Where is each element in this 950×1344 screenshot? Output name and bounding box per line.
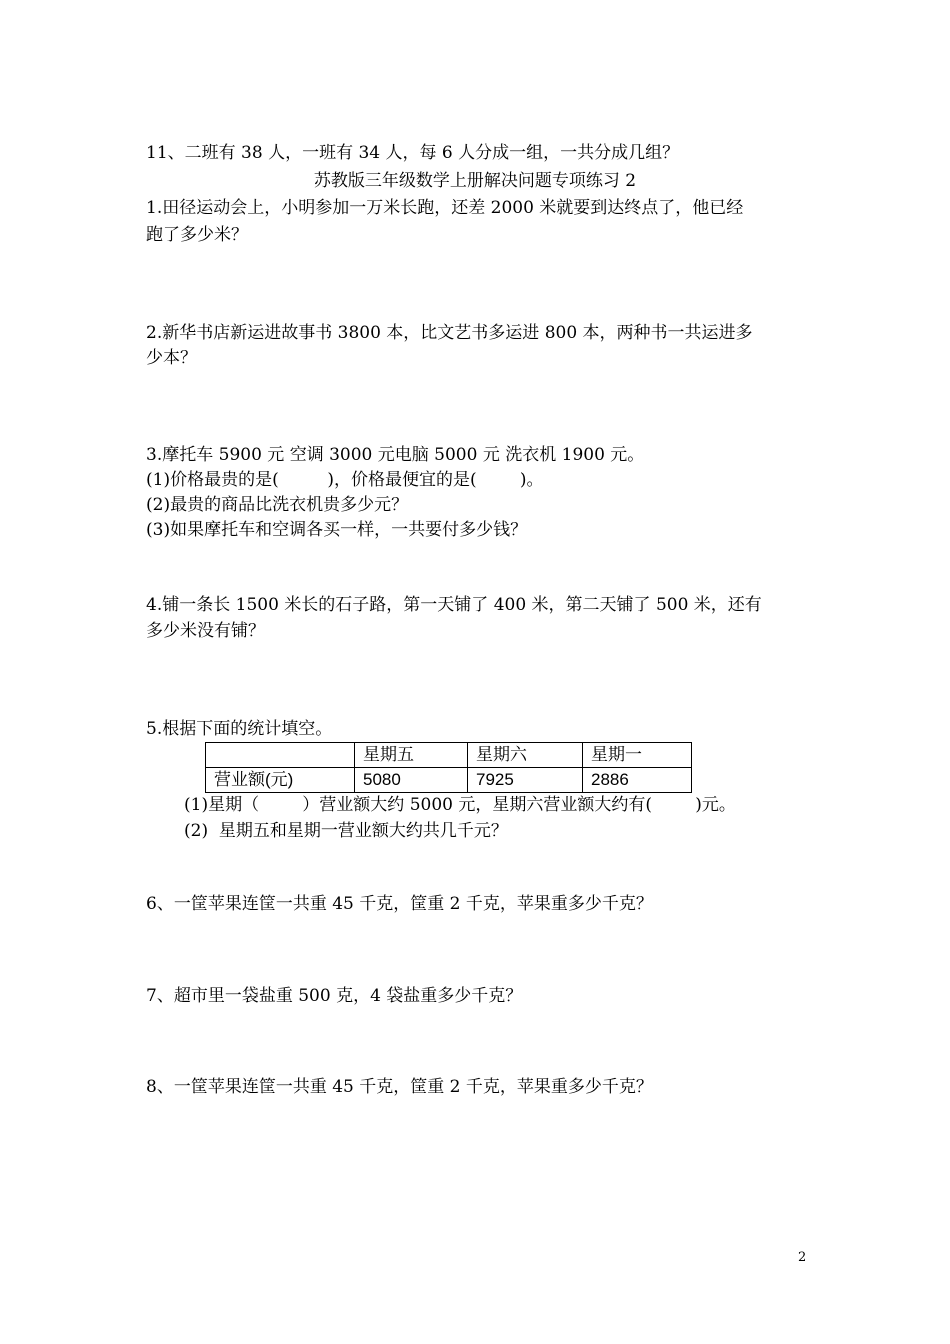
question-4-line-1: 4.铺一条长 1500 米长的石子路，第一天铺了 400 米，第二天铺了 500 米，还有: [146, 595, 762, 615]
question-5-sub-2: (2) 星期五和星期一营业额大约共几千元？: [184, 821, 508, 841]
table-cell: 2886: [583, 768, 692, 793]
sales-table: [205, 742, 692, 793]
table-header-row: [206, 743, 692, 768]
question-2-line-2: 少本？: [146, 348, 197, 368]
question-3-line-1: 3.摩托车 5900 元 空调 3000 元电脑 5000 元 洗衣机 1900 元。: [146, 445, 645, 465]
question-3-sub-2: (2)最贵的商品比洗衣机贵多少元？: [146, 495, 409, 515]
table-cell: 营业额(元): [206, 768, 355, 793]
question-4-line-2: 多少米没有铺？: [146, 621, 265, 641]
table-cell: 星期一: [583, 743, 692, 768]
question-8: 8、一筐苹果连筐一共重 45 千克，筐重 2 千克，苹果重多少千克？: [146, 1077, 653, 1097]
table-cell: 星期六: [468, 743, 583, 768]
question-5-sub-1: (1)星期（ ）营业额大约 5000 元，星期六营业额大约有( )元。: [184, 795, 736, 815]
table-cell: 星期五: [355, 743, 468, 768]
question-7: 7、超市里一袋盐重 500 克，4 袋盐重多少千克？: [146, 986, 523, 1006]
table-row: [206, 768, 692, 793]
table-cell: [206, 743, 355, 768]
table-cell: 7925: [468, 768, 583, 793]
question-3-sub-3: (3)如果摩托车和空调各买一样，一共要付多少钱？: [146, 520, 528, 540]
worksheet-title: 苏教版三年级数学上册解决问题专项练习 2: [313, 171, 637, 191]
question-2-line-1: 2.新华书店新运进故事书 3800 本，比文艺书多运进 800 本，两种书一共运进多: [146, 323, 753, 343]
question-5-line-1: 5.根据下面的统计填空。: [146, 719, 333, 739]
question-11: 11、二班有 38 人，一班有 34 人，每 6 人分成一组，一共分成几组？: [146, 143, 680, 163]
question-1-line-1: 1.田径运动会上，小明参加一万米长跑，还差 2000 米就要到达终点了，他已经: [146, 198, 744, 218]
table-cell: 5080: [355, 768, 468, 793]
page-number: 2: [798, 1250, 807, 1265]
question-1-line-2: 跑了多少米？: [146, 225, 248, 245]
question-3-sub-1: (1)价格最贵的是( )，价格最便宜的是( )。: [146, 470, 544, 490]
question-6: 6、一筐苹果连筐一共重 45 千克，筐重 2 千克，苹果重多少千克？: [146, 894, 653, 914]
